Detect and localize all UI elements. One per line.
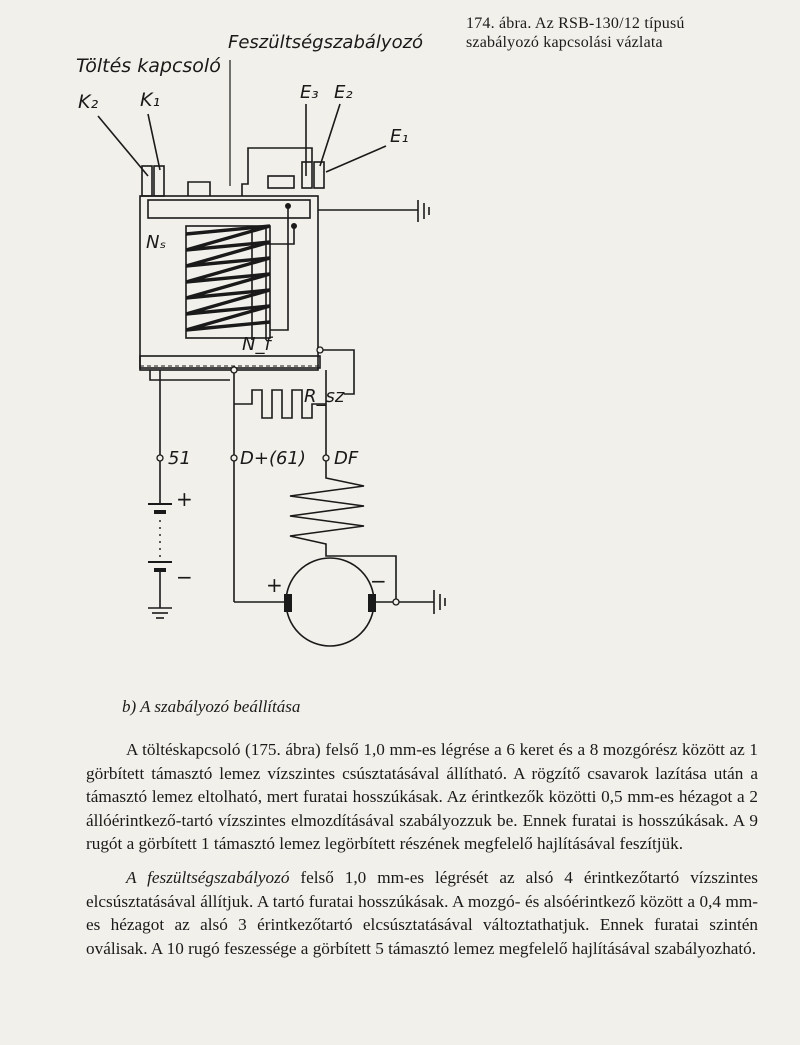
label-terminal-df: DF bbox=[334, 448, 359, 469]
label-nf: N_f bbox=[242, 334, 271, 355]
label-rsz: R_sz bbox=[304, 386, 345, 407]
paragraph-1: A töltéskapcsoló (175. ábra) felső 1,0 mm-es légrése a 6 keret és a 8 mozgórész között az 1 görbített támasztó lemez vízszintes csúsztatásával állítható. A rögzítő csavarok lazítása után a támasztó lemez eltolható, mert furatai hosszúkásak. Az érintkezők közötti 0,5 mm-es hézagot a 2 állóérintkező-tartó vízszintes elmozdításával szabályozzuk be. Ennek furatai is hosszúkásak. A 9 rugót a görbített 1 támasztó lemez legörbített részének megfelelő hajlításával feszítjük. bbox=[86, 740, 758, 854]
label-generator-minus: − bbox=[370, 569, 387, 593]
body-text bbox=[86, 738, 758, 960]
label-charge-switch: Töltés kapcsoló bbox=[76, 55, 221, 77]
label-voltage-regulator: Feszültségszabályozó bbox=[228, 32, 424, 53]
paragraph-2 bbox=[86, 866, 758, 960]
label-ns: Nₛ bbox=[146, 232, 167, 253]
figure-caption-line2: szabályozó kapcsolási vázlata bbox=[466, 34, 663, 51]
label-e3: E₃ bbox=[300, 82, 319, 103]
paragraph-2-rest: felső 1,0 mm-es légrését az alsó 4 érintkezőtartó vízszintes elcsúsztatásával állítjuk. A tartó furatai hosszúkásak. A mozgó- és alsóérintkező között a 0,4 mm-es hézagot az alsó 3 érintkezőtartó elcsúsztatásával változtathatjuk. Ennek furatai szintén oválisak. A 10 rugó feszessége a görbített 5 támasztó lemez megfelelő hajlításával szabályozható. bbox=[86, 867, 758, 958]
label-k1: K₁ bbox=[140, 89, 161, 111]
figure-caption-line1: 174. ábra. Az RSB-130/12 típusú bbox=[466, 15, 685, 32]
paragraph-2-lead: A feszültségszabályozó bbox=[126, 867, 290, 887]
label-battery-minus: − bbox=[176, 565, 193, 589]
label-terminal-51: 51 bbox=[168, 448, 191, 469]
label-battery-plus: + bbox=[176, 487, 193, 511]
label-e2: E₂ bbox=[334, 82, 353, 103]
figure-caption bbox=[466, 14, 766, 52]
label-terminal-dplus: D+(61) bbox=[240, 448, 306, 469]
label-generator-plus: + bbox=[266, 573, 283, 597]
label-k2: K₂ bbox=[78, 91, 99, 113]
section-heading: b) A szabályozó beállítása bbox=[122, 697, 301, 716]
label-e1: E₁ bbox=[390, 126, 409, 147]
